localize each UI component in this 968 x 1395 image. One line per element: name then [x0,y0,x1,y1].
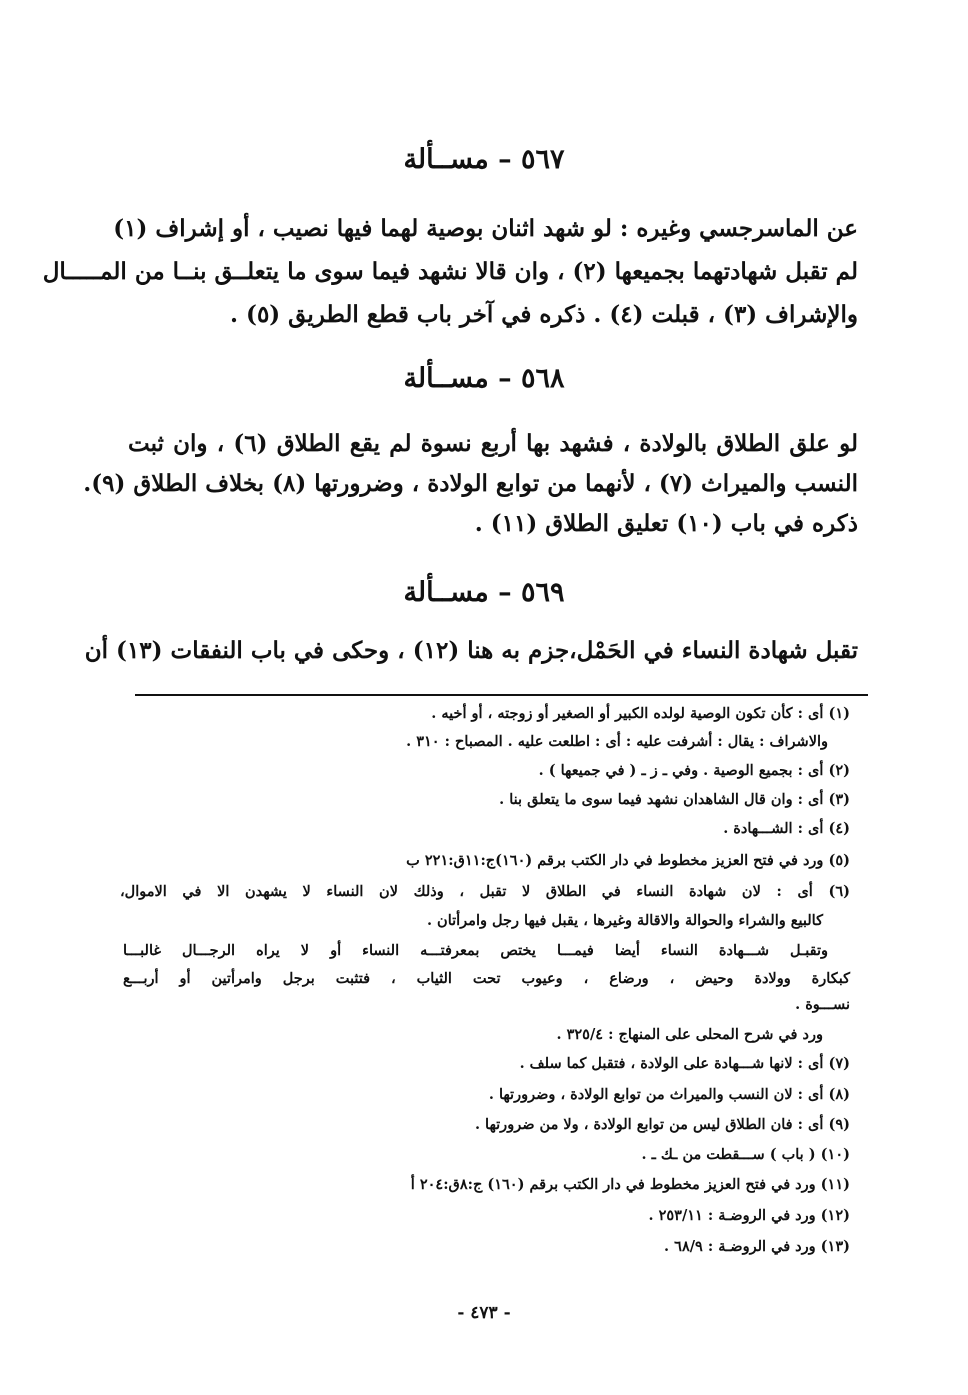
footnote-line: (٦) أى : لان شهادة النساء في الطلاق لا تقبل ، وذلك لان النساء لا يشهدن الا في الاموال، [120,883,850,900]
section-heading-567: ٥٦٧ – مســألة [403,144,565,175]
footnote-line: (١١) ورد في فتح العزيز مخطوط في دار الكتب برقم (١٦٠) ج:٨ق:٢٠٤ أ [410,1176,850,1193]
footnote-line: وتقبـل شـــهادة النساء أيضا فيمـــا يختص بمعرفتـــه النساء أو لا يراه الرجـــال غالبـــا [123,942,828,959]
footnote-line: (١٢) ورد في الروضـة : ٢٥٣/١١ . [648,1207,850,1224]
footnote-divider [135,694,868,696]
footnote-line: (١) أى : كأن تكون الوصية لولده الكبير أو الصغير أو زوجته ، أو أخيه . [431,705,850,722]
body-line: والإشراف (٣) ، قبلت (٤) . ذكره في آخر باب قطع الطريق (٥) . [230,301,858,328]
footnote-line: (١٣) ورد في الروضـة : ٦٨/٩ . [664,1238,850,1255]
body-line: ذكره في باب (١٠) تعليق الطلاق (١١) . [474,510,858,537]
footnote-line: (٢) أى : بجميع الوصية . وفي ـ ز ـ ( في جميعها ) . [538,762,850,779]
footnote-line: نســـوة . [795,996,850,1013]
footnote-line: (٣) أى : وان قال الشاهدان نشهد فيما سوى ما يتعلق بنا . [499,791,850,808]
body-line: النسب والميراث (٧) ، لأنهما من توابع الولادة ، وضرورتها (٨) بخلاف الطلاق (٩). [83,470,858,497]
footnote-line: (٧) أى : لانها شـــهادة على الولادة ، فتقبل كما سلف . [519,1055,850,1072]
section-heading-569: ٥٦٩ – مســألة [403,577,565,608]
footnote-line: كبكارة وولادة وحيض ، ورضاع ، وعيوب تحت الثياب ، فتثبت برجل وامرأتين أو أربـــع [123,970,850,987]
footnote-line: (٤) أى : الشـــهادة . [723,820,850,837]
footnote-line: (٩) أى : فان الطلاق ليس من توابع الولادة ، ولا من ضرورتها . [474,1116,850,1133]
footnote-line: والاشراف : يقال : أشرفت عليه : أى : اطلعت عليه . المصباح : ٣١٠ . [406,733,828,750]
footnote-line: (٥) ورد في فتح العزيز مخطوط في دار الكتب برقم (١٦٠)ج:١١ق:٢٢١ ب [406,852,850,869]
footnote-line: كالبيع والشراء والحوالة والاقالة وغيرها ، يقبل فيها رجل وامرأتان . [426,912,823,929]
body-line: لم تقبل شهادتهما بجميعها (٢) ، وان قالا نشهد فيما سوى ما يتعلــق بنــا من المـــــال [42,258,858,285]
body-line: لو علق الطلاق بالولادة ، فشهد بها أربع نسوة لم يقع الطلاق (٦) ، وان ثبت [128,430,858,457]
footnote-line: (٨) أى : لان النسب والميراث من توابع الولادة ، وضرورتها . [488,1086,850,1103]
body-line: عن الماسرجسي وغيره : لو شهد اثنان بوصية لهما فيها نصيب ، أو إشراف (١) [113,215,858,242]
body-line: تقبل شهادة النساء في الحَمْل،جزم به هنا (١٢) ، وحكى في باب النفقات (١٣) أن [84,637,858,664]
page-number: - ٤٧٣ - [457,1303,511,1323]
footnote-line: (١٠) ( باب ) ســـقطت من ـك ـ . [641,1146,850,1163]
footnote-line: ورد في شرح المحلى على المنهاج : ٣٢٥/٤ . [556,1026,823,1043]
section-heading-568: ٥٦٨ – مســألة [403,363,565,394]
